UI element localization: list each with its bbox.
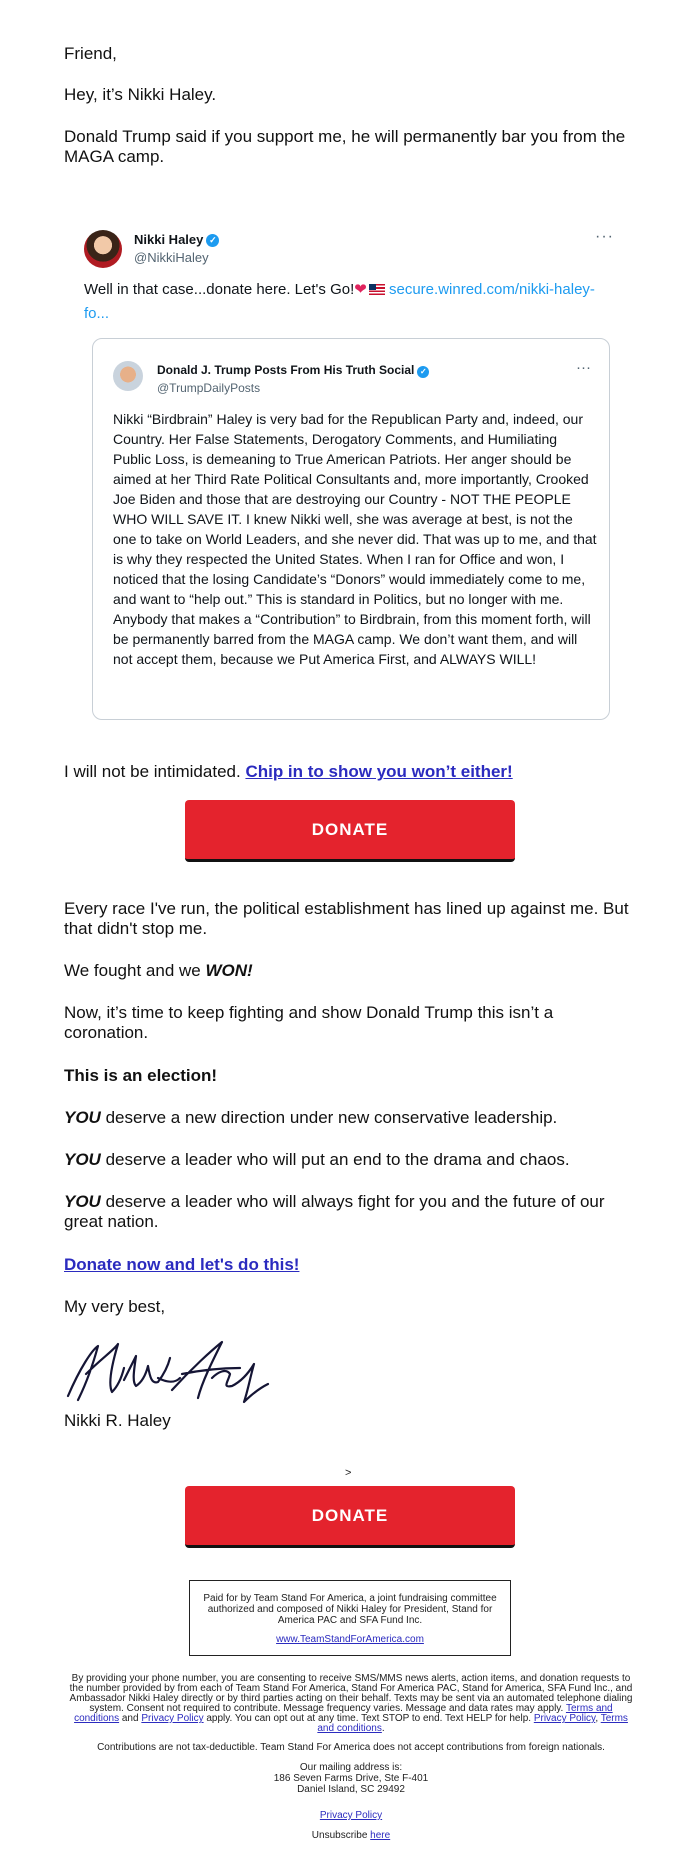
tweet-text: Well in that case...donate here. Let's Go!❤ secure.winred.com/nikki-haley-fo... (84, 281, 595, 322)
terms-link-2[interactable]: Terms and conditions (317, 1713, 628, 1734)
more-options-icon: ··· (595, 228, 614, 245)
election-line: This is an election! (64, 1066, 218, 1085)
tweet-author-name: Nikki Haley ✓ (134, 232, 219, 247)
body-paragraph: Now, it’s time to keep fighting and show Donald Trump this isn’t a coronation. (64, 1003, 554, 1042)
site-link[interactable]: www.TeamStandForAmerica.com (276, 1634, 424, 1645)
chip-in-line: I will not be intimidated. Chip in to show you won’t either! (64, 762, 513, 781)
you-line: YOU deserve a leader who will put an end to the drama and chaos. (64, 1150, 570, 1169)
donate-button-bottom[interactable]: DONATE (185, 1486, 515, 1548)
chip-in-link[interactable]: Chip in to show you won’t either! (245, 762, 513, 781)
we-won-line: We fought and we WON! (64, 961, 253, 980)
privacy-link-2[interactable]: Privacy Policy (533, 1713, 596, 1724)
us-flag-icon (369, 284, 385, 295)
quoted-author-name: Donald J. Trump Posts From His Truth Social ✓ (157, 363, 429, 378)
verified-badge-icon: ✓ (417, 366, 429, 378)
you-line: YOU deserve a new direction under new conservative leadership. (64, 1108, 558, 1127)
quoted-post (92, 338, 610, 720)
signature-name: Nikki R. Haley (64, 1411, 171, 1430)
greeting: Friend, (64, 44, 117, 63)
quoted-post-text: Nikki “Birdbrain” Haley is very bad for the Republican Party and, indeed, our Country. Her False Statements, Derogatory Comments, and Humiliating Public Loss, is demeaning to True American Patriots. Her anger should be aimed at her Third Rate Political Consultants and, more importantly, Crooked Joe Biden and those that are destroying our Country - NOT THE PEOPLE WHO WILL SAVE IT. I knew Nikki well, she was average at best, is not the one to take on World Leaders, and she never did. That was up to me, and that is why they respected the United States. When I ran for Office and won, I noticed that the losing Candidate’s “Donors” would immediately come to me, and want to “help out.” This is standard in Politics, but no longer with me. Anybody that makes a “Contribution” to Birdbrain, from this moment forth, will be permanently barred from the MAGA camp. We don’t want them, and will not accept them, because we Put America First, and ALWAYS WILL! (113, 411, 597, 667)
tweet-link: secure.winred.com/nikki-haley-fo... (84, 281, 595, 322)
signature-image (62, 1338, 272, 1408)
nikki-haley-avatar (84, 230, 122, 268)
donate-now-line (64, 1255, 639, 1275)
terms-link[interactable]: Terms and conditions (74, 1703, 613, 1724)
privacy-link[interactable]: Privacy Policy (141, 1713, 204, 1724)
unsubscribe-link[interactable]: here (370, 1830, 391, 1841)
donate-button[interactable]: DONATE (185, 800, 515, 862)
you-line: YOU deserve a leader who will always fight for you and the future of our great nation. (64, 1192, 605, 1231)
more-options-icon: ··· (576, 359, 591, 376)
trump-avatar (113, 361, 143, 391)
privacy-policy-footer (66, 1811, 636, 1821)
quoted-author-handle: @TrumpDailyPosts (157, 381, 261, 395)
closing: My very best, (64, 1297, 166, 1316)
mailing-label: Our mailing address is: (299, 1762, 403, 1773)
address-line-1: 186 Seven Farms Drive, Ste F-401 (273, 1773, 429, 1784)
contributions-note: Contributions are not tax-deductible. Team Stand For America does not accept contributions from foreign nationals. (97, 1742, 605, 1753)
intro-line: Hey, it’s Nikki Haley. (64, 85, 217, 104)
caret-text: > (345, 1467, 352, 1479)
verified-badge-icon: ✓ (206, 234, 219, 247)
address-line-2: Daniel Island, SC 29492 (297, 1784, 405, 1795)
donate-now-link[interactable]: Donate now and let's do this! (64, 1255, 300, 1274)
privacy-policy-link[interactable]: Privacy Policy (319, 1810, 383, 1821)
paid-for-text: Paid for by Team Stand For America, a joint fundraising committee authorized and composed of Nikki Haley for President, Stand for America PAC and SFA Fund Inc. (203, 1593, 497, 1626)
paid-for-box (189, 1580, 511, 1656)
tweet-author-handle: @NikkiHaley (134, 250, 209, 265)
unsubscribe-line: Unsubscribe here (311, 1830, 391, 1841)
sms-disclosure: By providing your phone number, you are consenting to receive SMS/MMS news alerts, action items, and donation requests to the number provided by from each of Team Stand For America, Stand For America PAC, Stand for America, SFA Fund Inc., and Ambassador Nikki Haley directly or by third parties acting on their behalf. Texts may be sent via an automated telephone dialing system. Consent not required to contribute. Message frequency varies. Message and data rates may apply. Terms and conditions and Privacy Policy apply. You can opt out at any time. Text STOP to end. Text HELP for help. Privacy Policy, Terms and conditions. (69, 1673, 633, 1734)
body-paragraph: Every race I've run, the political establishment has lined up against me. But that didn't stop me. (64, 899, 629, 938)
heart-icon: ❤ (354, 281, 367, 298)
intro-paragraph: Donald Trump said if you support me, he will permanently bar you from the MAGA camp. (64, 127, 626, 166)
